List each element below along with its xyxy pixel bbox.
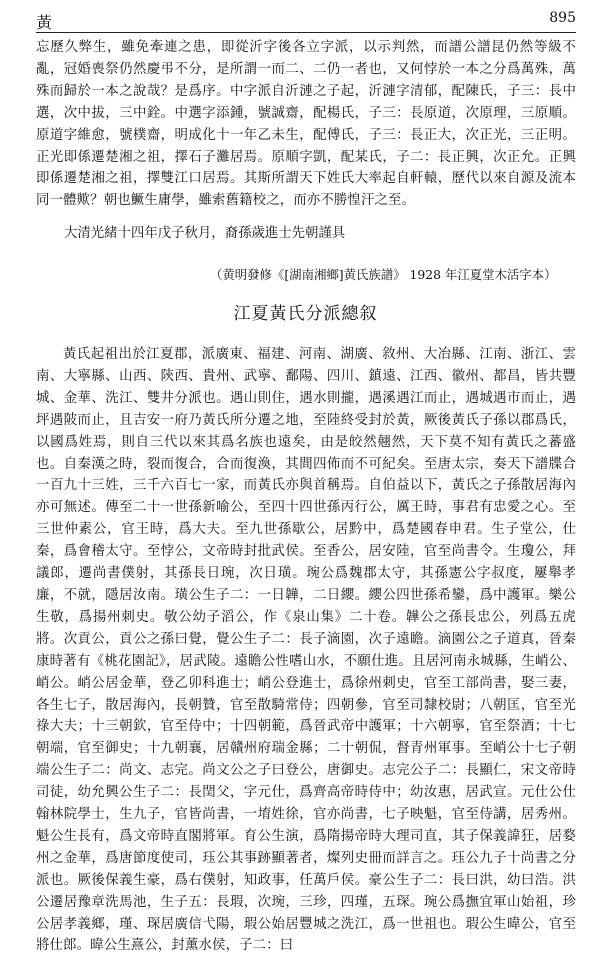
body-paragraph: 黃氏起祖出於江夏郡，派廣東、福建、河南、湖廣、敘州、大冶縣、江南、浙江、雲南、大寧縣、山西、陝西、貴州、武寧、鄱陽、四川、鎮遠、江西、徽州、都昌，皆共豐城、金華、洗江、雙井分派也。遇山則住，遇水則攏，遇溪遇江而止，遇城遇市而止，遇坪遇陂而止，且吉安一府乃黃氏所分遷之地，至陸終受封於黃，厥後黃氏子孫以郡爲氏，以國爲姓焉，則自三代以來其爲名族也遠矣，由是皎然翹然，天下莫不知有黃氏之蕃盛也。自秦漢之時，裂而復合，合而復渙，其間四佈而不可紀矣。至唐太宗，奏天下譜牒合一百九十三姓，三千六百七一家，而黃氏亦與首稱焉。自伯益以下，黃氏之子孫散居海內亦可無述。傳至二十一世孫新喻公，至四十四世孫丙行公，厲王時，事君有忠愛之心。至三世仲素公，官王時，爲大夫。至九世孫歇公，居黔中，爲楚國春申君。生子堂公，仕秦，爲會稽太守。至悖公，文帝時封批武侯。至香公，居安陸，官至尚書令。生瓊公，拜議郎，遷尚書僕射，其孫長日琬，次日璜。琬公爲魏郡太守，其孫憲公字叔度，屢舉孝廉，不就，隱居汝南。璜公生子二：一日韡，二日纓。纓公四世孫希鑾，爲中護軍。樂公生敬，爲揚州刺史。敬公幼子滔公，作《泉山集》二十卷。韡公之孫長忠公，列爲五虎將。次貢公，貢公之孫曰覺，覺公生子二：長子滴園，次子遠瞻。滴園公之子道真，晉秦康時著有《桃花園記》，居武陵。遠瞻公性嗜山水，不願仕進。且居河南永城縣，生峭公、峭公。峭公居金華，登乙卯科進士；峭公登進士，爲徐州刺史，官至工部尚書，娶三妻，各生七子，散居海內，長朝贊，官至散騎常侍；四朝參，官至司隸校尉；八朝匡，官至光祿大夫；十三朝欽，官至侍中；十四朝範，爲晉武帝中護軍；十六朝寧，官至祭酒；十七朝端，官至御史；十九朝襄，居贛州府瑞金縣；二十朝侃，督青州軍事。至峭公十七子朝端公生子二：尚文、志完。尚文公之子曰登公，唐御史。志完公子二：長顯仁，宋文帝時司徒，幼允興公生子二：長閏父，字元仕，爲齊高帝時侍中；幼汝惠，居武宣。元仕公仕翰林院學士，生九子，官皆尚書，一堉姓徐，官亦尚書，七子映魁，官至侍講，居秀州。魁公生長有，爲文帝時直閣將軍。育公生演，爲隋揚帝時大理司直，其子保義諱狂，居婺州之金華，爲唐節度使司，珏公其事跡顯著者，燦列史冊而詳言之。珏公九子十尚書之分派也。厥後保義生豪，爲右僕射，知政事，任萬戶侯。豪公生子二：長曰洪，幼曰浩。洪公遷居豫章洗馬池，生子五：長瑕，次琬，三珍，四瑾，五琛。琬公爲撫宜軍山始祖，珍公居孝義鄉，瑾、琛居廣信弋陽，瑕公始居豐城之洗江，爲一世祖也。瑕公生暐公，官至將仕郎。暐公生熹公，封薰水侯，子二：曰 — [36, 347, 576, 954]
page-header — [36, 6, 576, 30]
source-citation: （黄明發修《[湖南湘鄉]黄氏族譜》 1928 年江夏堂木活字本） — [210, 267, 557, 282]
running-head: 黃 — [36, 13, 53, 32]
preface-continuation-paragraph: 忘歷久弊生，雖免牽連之患，即從沂字後各立字派，以示判然，而譜公譜昆仍然等級不亂，冠婚喪祭仍然慶弔不分，是所謂一而二、二仍一者也，又何悖於一本之分爲萬殊，萬殊而歸於一本之說哉？是爲序。中字派自沂漣之子起，沂漣字清郁，配陳氏，子三：長中選，次中拔，三中銓。中選字添鍾，號誠齋，配楊氏，子三：長原道，次原理，三原順。原道字維愈，號樸齋，明成化十一年乙未生，配傅氏，子三：長正大，次正光，三正明。正光即係遷楚湘之祖，擇石子灘居焉。原順字凱，配某氏，子二：長正興，次正允。正興即係遷楚湘之祖，擇雙江口居焉。其斯所謂天下姓氏大率起自軒轅，歷代以來自源及流本同一體歟？朝也鱖生庸學，雖索舊籍校之，而亦不勝惶汗之至。 — [36, 40, 576, 209]
section-title: 江夏黃氏分派總叙 — [233, 304, 378, 324]
page-number: 895 — [549, 10, 576, 26]
preface-signature: 大清光緒十四年戊子秋月，裔孫歲進士先朝謹具 — [64, 226, 346, 241]
header-rule — [36, 32, 576, 33]
